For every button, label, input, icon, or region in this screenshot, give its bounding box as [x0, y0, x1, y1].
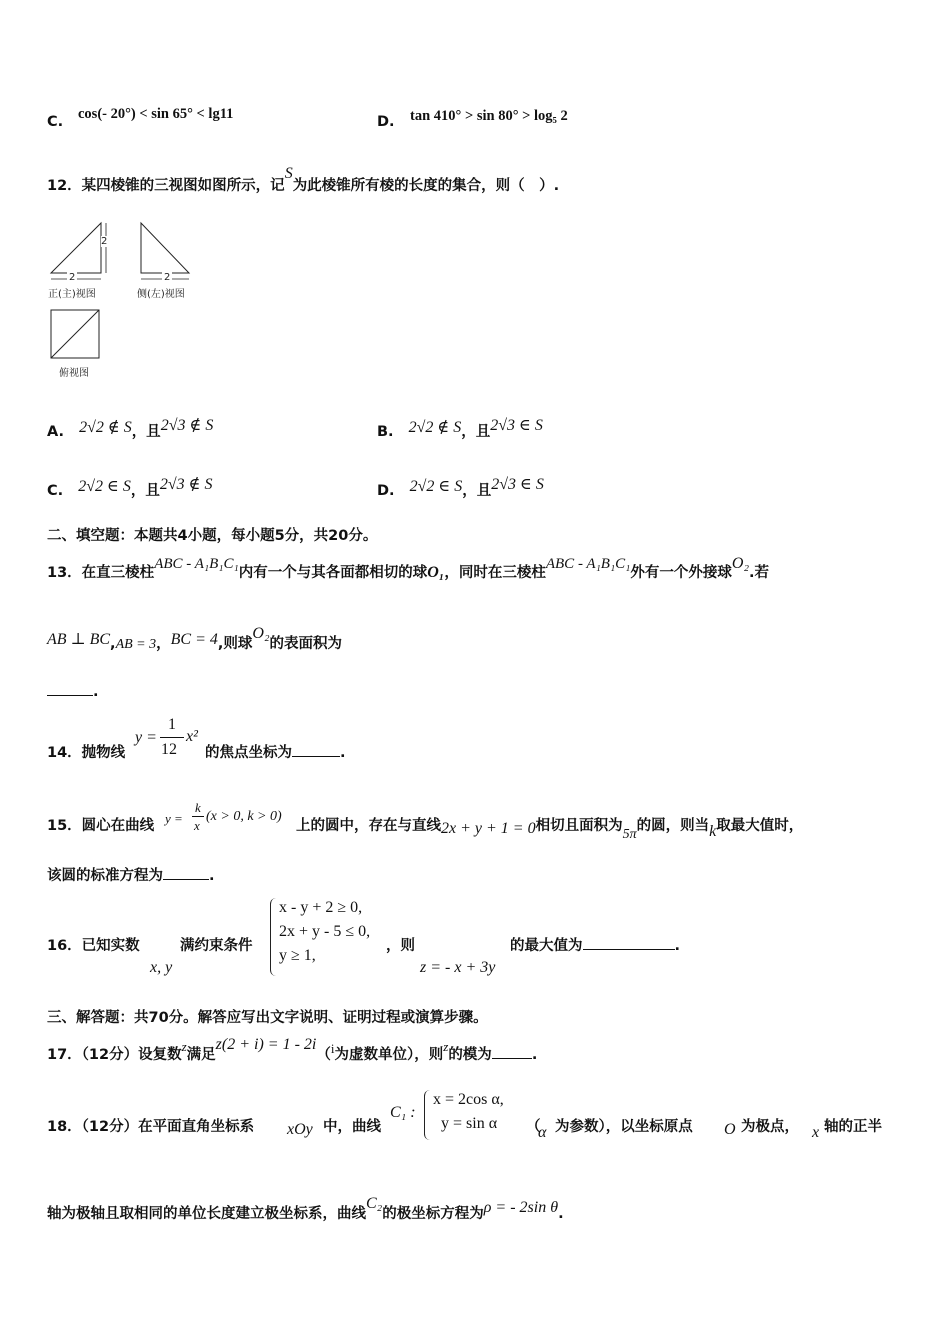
q18-text-7: 轴为极轴且取相同的单位长度建立极坐标系，曲线	[47, 1206, 366, 1222]
q13-sphere-o1: O₁	[427, 564, 445, 581]
q12-option-a-label: A.	[47, 424, 64, 440]
q18-parametric-system	[433, 1088, 504, 1136]
q16-objective: z = - x + 3y	[420, 959, 496, 976]
q15-text-5: 取最大值时，	[716, 818, 804, 834]
q15-curve-condition: (x > 0, k > 0)	[206, 809, 282, 824]
q18-alpha: α	[538, 1124, 547, 1141]
q18-text-5: 为极点，	[741, 1119, 799, 1135]
q18-text-6: 轴的正半	[824, 1119, 882, 1135]
question-14-prefix: 14．抛物线	[47, 745, 126, 761]
q12-prefix: 12．某四棱锥的三视图如图所示，记	[47, 178, 285, 194]
q12-option-a	[47, 417, 214, 441]
q14-y-equals: y =	[135, 729, 157, 746]
q12-option-b-joiner: ，且	[461, 424, 491, 440]
q12-option-c-expr2: 2√3 ∉ S	[159, 476, 213, 493]
q17-text-5: 的模为	[448, 1047, 492, 1063]
q12-option-d-expr2: 2√3 ∈ S	[491, 476, 544, 493]
q16-answer-blank[interactable]	[583, 935, 675, 950]
q13-text-2: 内有一个与其各面都相切的球	[238, 565, 428, 581]
q16-text-2: 满约束条件	[180, 938, 253, 954]
q13-prism-1: ABC - A₁B₁C₁	[154, 556, 239, 572]
q13-text-3: ，同时在三棱柱	[444, 565, 546, 581]
q16-variables: x, y	[150, 959, 173, 976]
q17-text-4: 为虚数单位），则	[334, 1047, 444, 1063]
q17-text-2: 满足	[186, 1047, 216, 1063]
q12-option-d-label: D.	[377, 483, 395, 499]
q12-option-c	[47, 476, 213, 500]
question-13-line1	[47, 555, 770, 582]
top-view-diagonal	[51, 310, 99, 358]
q18-param-brace	[424, 1090, 430, 1140]
option-d-label: D.	[377, 114, 395, 130]
q17-imag-unit: i	[330, 1041, 335, 1056]
question-17: 17．（12分）设复数z满足z(2 + i) = 1 - 2i（i为虚数单位），则z的模为 .	[47, 1036, 538, 1063]
q13-condition-bc: BC = 4	[170, 631, 218, 648]
q15-text-6: 该圆的标准方程为	[47, 868, 163, 884]
q15-curve-fraction-bar	[192, 816, 204, 817]
side-view-triangle	[141, 223, 189, 273]
q12-option-c-label: C.	[47, 483, 64, 499]
option-c-label: C.	[47, 114, 64, 130]
q12-option-d	[377, 476, 544, 500]
q12-option-a-expr1: 2√2 ∉ S	[79, 419, 132, 436]
q15-text-4: 的圆，则当	[636, 818, 710, 834]
q18-param-x: x = 2cos α,	[433, 1091, 504, 1108]
q14-fraction-denominator: 12	[161, 741, 177, 758]
q18-x-axis: x	[812, 1124, 820, 1141]
q14-answer-blank[interactable]	[292, 742, 340, 757]
q17-equation: z(2 + i) = 1 - 2i	[215, 1036, 317, 1053]
q12-option-d-expr1: 2√2 ∈ S	[409, 478, 463, 495]
q16-constraint-3: y ≥ 1,	[279, 947, 316, 964]
q18-text-3: （	[526, 1119, 541, 1135]
q18-text-2: 中，曲线	[323, 1119, 381, 1135]
q17-text-3: （	[316, 1047, 331, 1063]
q15-text-2: 上的圆中，存在与直线	[296, 818, 441, 834]
q12-option-b	[377, 417, 543, 441]
side-view-caption: 侧(左)视图	[137, 289, 185, 300]
top-view-caption: 俯视图	[59, 368, 89, 379]
q17-z: z	[181, 1039, 187, 1054]
q15-curve-numerator: k	[195, 800, 201, 815]
q16-constraint-1: x - y + 2 ≥ 0,	[279, 899, 363, 916]
q18-polar-equation: ρ = - 2sin θ	[483, 1199, 559, 1216]
q18-curve-c1: C₁ :	[390, 1104, 416, 1121]
q15-answer-blank[interactable]	[163, 865, 209, 880]
q12-option-b-expr1: 2√2 ∉ S	[408, 419, 462, 436]
q12-option-c-joiner: ，且	[130, 483, 160, 499]
section-3-heading: 三、解答题：共70分。解答应写出文字说明、证明过程或演算步骤。	[47, 1010, 488, 1026]
q13-prism-2: ABC - A₁B₁C₁	[545, 556, 631, 572]
q16-constraint-system	[279, 896, 370, 968]
front-view-triangle	[51, 223, 101, 273]
q13-sphere-o2-b: O₂	[252, 625, 270, 642]
q15-k: k	[709, 823, 717, 840]
q16-constraint-2: 2x + y - 5 ≤ 0,	[279, 923, 371, 940]
q13-answer-blank[interactable]: .	[47, 681, 99, 700]
question-16-prefix: 16．已知实数	[47, 938, 140, 954]
q15-text-3: 相切且面积为	[535, 818, 623, 834]
q12-option-a-expr2: 2√3 ∉ S	[160, 417, 214, 434]
q12-var-s: S	[284, 165, 293, 182]
q14-fraction-bar	[160, 737, 184, 738]
question-15-prefix: 15．圆心在曲线	[47, 818, 155, 834]
q12-option-b-label: B.	[377, 424, 394, 440]
q15-curve-denominator: x	[194, 818, 200, 833]
q15-area: 5π	[622, 827, 637, 842]
q14-text-2: 的焦点坐标为	[205, 745, 292, 761]
question-16-suffix: 的最大值为 .	[510, 934, 680, 955]
section-2-heading: 二、填空题：本题共4小题，每小题5分，共20分。	[47, 528, 378, 544]
q12-option-b-expr2: 2√3 ∈ S	[490, 417, 543, 434]
question-18-prefix: 18．（12分）在平面直角坐标系	[47, 1119, 255, 1135]
q18-param-y: y = sin α	[441, 1115, 498, 1132]
q17-z-2: z	[443, 1039, 449, 1054]
side-width-label: 2	[164, 272, 171, 283]
q13-text-4: 外有一个外接球	[630, 565, 732, 581]
question-18-line2	[47, 1195, 564, 1223]
q18-origin-o: O	[724, 1121, 736, 1138]
question-15-line1	[296, 814, 804, 842]
q12-option-c-expr1: 2√2 ∈ S	[78, 478, 131, 495]
q17-answer-blank[interactable]	[492, 1044, 532, 1059]
q15-curve-y: y =	[165, 811, 183, 826]
q14-x-squared: x²	[186, 728, 198, 745]
q13-text-1: 13．在直三棱柱	[47, 565, 155, 581]
q13-sphere-o2: O₂	[731, 555, 750, 572]
question-13-line2	[47, 625, 343, 653]
q18-text-9: .	[558, 1206, 564, 1222]
front-view-caption: 正(主)视图	[48, 289, 96, 300]
question-14-suffix: 的焦点坐标为 .	[205, 741, 346, 762]
q13-text-5: .若	[749, 565, 770, 581]
option-c-expression: cos(- 20°) < sin 65° < lg11	[78, 106, 234, 122]
q16-text-4: 的最大值为	[510, 938, 583, 954]
q14-fraction-numerator: 1	[168, 716, 176, 733]
q12-suffix: 为此棱锥所有棱的长度的集合，则（ ）.	[292, 178, 560, 194]
q13-text-7: 的表面积为	[269, 636, 343, 652]
q12-option-a-joiner: ，且	[131, 424, 161, 440]
q13-condition-ab: AB = 3	[115, 637, 157, 652]
q18-text-4: 为参数），以坐标原点	[555, 1119, 693, 1135]
q13-comma-1: ,	[110, 636, 116, 652]
question-15-line2: 该圆的标准方程为 .	[47, 864, 215, 885]
q13-comma-2: ，	[156, 636, 171, 652]
q15-line-equation: 2x + y + 1 = 0	[441, 820, 536, 837]
q18-xoy: xOy	[287, 1121, 313, 1138]
q13-condition-perp: AB ⊥ BC	[47, 631, 111, 648]
q18-curve-c2: C₂	[366, 1195, 383, 1212]
q16-text-3: ，则	[386, 938, 415, 954]
front-width-label: 2	[69, 272, 76, 283]
question-12-stem	[47, 165, 560, 195]
q12-option-d-joiner: ，且	[462, 483, 492, 499]
q16-system-brace	[270, 898, 277, 976]
q13-text-6: ,则球	[217, 636, 253, 652]
option-d-expression: tan 410° > sin 80° > log₅ 2	[410, 108, 568, 124]
q17-text-1: 17．（12分）设复数	[47, 1047, 182, 1063]
front-height-label: 2	[101, 236, 108, 247]
q18-text-8: 的极坐标方程为	[382, 1206, 484, 1222]
